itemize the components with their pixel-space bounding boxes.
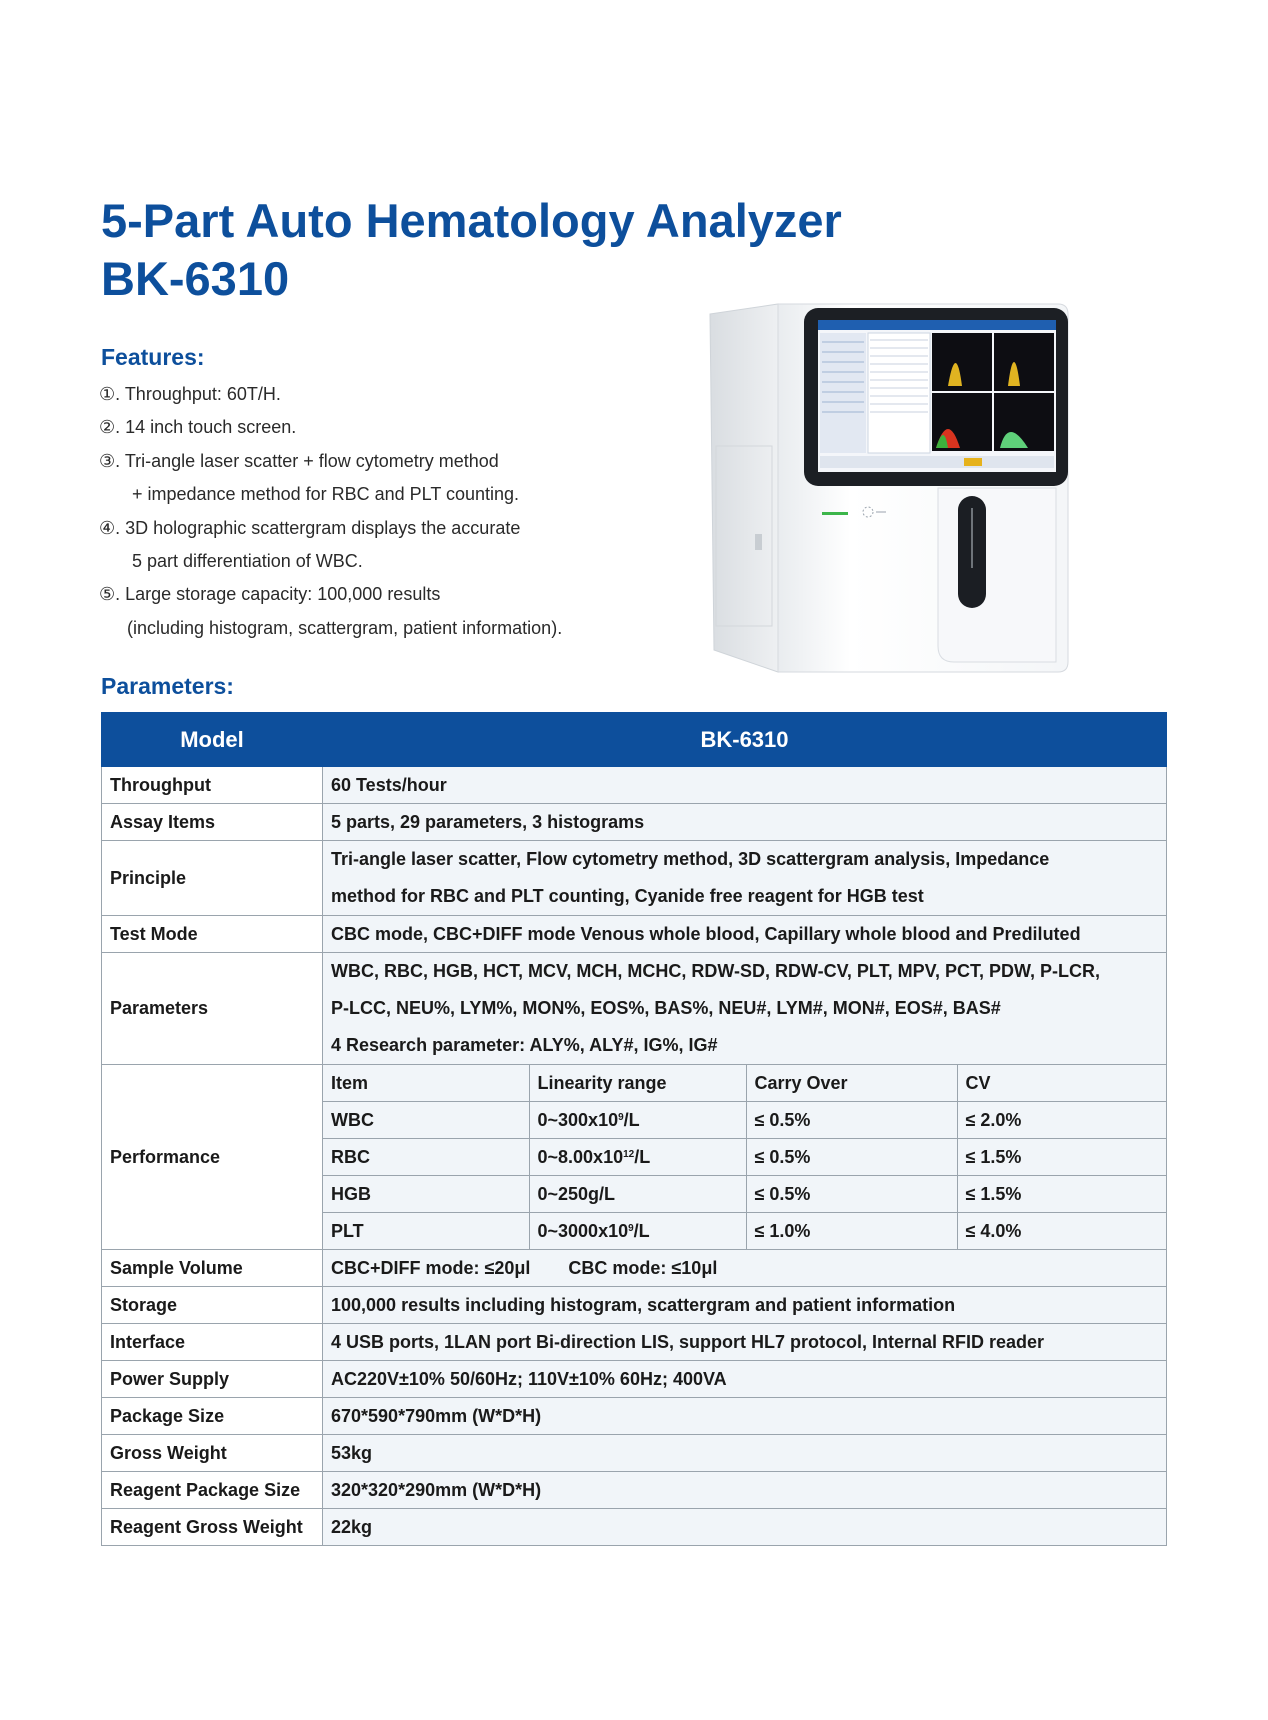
row-label: Interface (102, 1324, 323, 1361)
row-value: 60 Tests/hour (323, 767, 1167, 804)
sample-volume-diff: CBC+DIFF mode: ≤20μl (331, 1257, 531, 1278)
perf-header: Carry Over (746, 1065, 957, 1102)
row-value: CBC mode, CBC+DIFF mode Venous whole blood, Capillary whole blood and Prediluted (323, 916, 1167, 953)
row-label: Package Size (102, 1398, 323, 1435)
row-value: 100,000 results including histogram, scattergram and patient information (323, 1287, 1167, 1324)
perf-item: WBC (323, 1102, 529, 1139)
range-unit: /L (633, 1220, 650, 1241)
table-row (102, 804, 1167, 841)
perf-range (529, 1139, 746, 1176)
table-row (102, 767, 1167, 804)
parameters-line-2: P-LCC, NEU%, LYM%, MON%, EOS%, BAS%, NEU#, LYM#, MON#, EOS#, BAS# (331, 998, 1001, 1018)
range-base: 0~3000x10 (537, 1220, 629, 1241)
feature-item: ④. 3D holographic scattergram displays the accurate (99, 517, 521, 538)
row-label: Gross Weight (102, 1435, 323, 1472)
perf-carry: ≤ 0.5% (746, 1176, 957, 1213)
parameters-line-3: 4 Research parameter: ALY%, ALY#, IG%, IG# (331, 1035, 718, 1055)
row-value: 5 parts, 29 parameters, 3 histograms (323, 804, 1167, 841)
feature-item: ②. 14 inch touch screen. (99, 417, 297, 438)
table-row (102, 1250, 1167, 1287)
perf-cv: ≤ 1.5% (957, 1139, 1166, 1176)
table-row (102, 1509, 1167, 1546)
performance-header-row (323, 1065, 1166, 1102)
parameters-line-1: WBC, RBC, HGB, HCT, MCV, MCH, MCHC, RDW-SD, RDW-CV, PLT, MPV, PCT, PDW, P-LCR, (331, 961, 1100, 981)
range-exponent: 12 (623, 1148, 635, 1160)
perf-item: RBC (323, 1139, 529, 1176)
perf-cv: ≤ 2.0% (957, 1102, 1166, 1139)
perf-carry: ≤ 1.0% (746, 1213, 957, 1250)
performance-row (323, 1139, 1166, 1176)
specifications-table (101, 712, 1167, 1546)
row-label: Power Supply (102, 1361, 323, 1398)
performance-row (323, 1213, 1166, 1250)
perf-cv: ≤ 1.5% (957, 1176, 1166, 1213)
table-row (102, 1324, 1167, 1361)
page-title (101, 192, 842, 308)
row-value: 670*590*790mm (W*D*H) (323, 1398, 1167, 1435)
row-value: 4 USB ports, 1LAN port Bi-direction LIS, support HL7 protocol, Internal RFID reader (323, 1324, 1167, 1361)
sample-volume-cbc: CBC mode: ≤10μl (568, 1257, 718, 1278)
perf-range (529, 1176, 746, 1213)
row-label: Throughput (102, 767, 323, 804)
title-line-2: BK-6310 (101, 252, 290, 305)
feature-item: ⑤. Large storage capacity: 100,000 results (99, 584, 441, 605)
range-exponent: 9 (628, 1222, 634, 1234)
feature-item: ③. Tri-angle laser scatter + flow cytometry method (99, 450, 499, 471)
feature-item-continuation: (including histogram, scattergram, patient information). (127, 617, 563, 638)
principle-line-1: Tri-angle laser scatter, Flow cytometry method, 3D scattergram analysis, Impedance (331, 849, 1050, 869)
row-label: Principle (102, 841, 323, 916)
principle-line-2: method for RBC and PLT counting, Cyanide free reagent for HGB test (331, 886, 924, 906)
table-row (102, 1472, 1167, 1509)
performance-cell (323, 1065, 1167, 1250)
table-row (102, 916, 1167, 953)
row-label: Test Mode (102, 916, 323, 953)
row-value: 22kg (323, 1509, 1167, 1546)
features-heading: Features: (101, 344, 205, 370)
perf-header: Linearity range (529, 1065, 746, 1102)
feature-item-continuation: 5 part differentiation of WBC. (132, 551, 363, 572)
perf-carry: ≤ 0.5% (746, 1139, 957, 1176)
row-label: Storage (102, 1287, 323, 1324)
row-value: 53kg (323, 1435, 1167, 1472)
row-value (323, 1250, 1167, 1287)
table-row (102, 953, 1167, 1065)
range-exponent: 9 (618, 1111, 624, 1123)
parameters-heading: Parameters: (101, 673, 234, 699)
perf-range (529, 1213, 746, 1250)
table-row (102, 1065, 1167, 1250)
analyzer-device-image (708, 300, 1070, 676)
table-row (102, 1435, 1167, 1472)
row-value (323, 953, 1167, 1065)
title-line-1: 5-Part Auto Hematology Analyzer (101, 194, 842, 247)
row-label: Reagent Gross Weight (102, 1509, 323, 1546)
perf-header: Item (323, 1065, 529, 1102)
features-list (99, 378, 562, 645)
table-row (102, 841, 1167, 916)
range-unit: /L (634, 1146, 651, 1167)
perf-header: CV (957, 1065, 1166, 1102)
performance-row (323, 1102, 1166, 1139)
row-label: Assay Items (102, 804, 323, 841)
range-base: 0~300x10 (537, 1109, 619, 1130)
performance-row (323, 1176, 1166, 1213)
row-value: 320*320*290mm (W*D*H) (323, 1472, 1167, 1509)
row-label: Performance (102, 1065, 323, 1250)
table-row (102, 1287, 1167, 1324)
table-row (102, 1361, 1167, 1398)
table-header-row (102, 713, 1167, 767)
perf-carry: ≤ 0.5% (746, 1102, 957, 1139)
row-value: AC220V±10% 50/60Hz; 110V±10% 60Hz; 400VA (323, 1361, 1167, 1398)
perf-item: HGB (323, 1176, 529, 1213)
row-label: Sample Volume (102, 1250, 323, 1287)
perf-item: PLT (323, 1213, 529, 1250)
header-model-label: Model (102, 713, 323, 767)
performance-table (323, 1065, 1166, 1249)
row-label: Reagent Package Size (102, 1472, 323, 1509)
range-base: 0~8.00x10 (537, 1146, 624, 1167)
perf-range (529, 1102, 746, 1139)
row-label: Parameters (102, 953, 323, 1065)
perf-cv: ≤ 4.0% (957, 1213, 1166, 1250)
feature-item: ①. Throughput: 60T/H. (99, 384, 281, 404)
feature-item-continuation: + impedance method for RBC and PLT counting. (132, 484, 520, 505)
row-value (323, 841, 1167, 916)
table-row (102, 1398, 1167, 1435)
range-unit: /L (623, 1109, 640, 1130)
range-base: 0~250g/L (537, 1183, 616, 1204)
header-model-value: BK-6310 (323, 713, 1167, 767)
